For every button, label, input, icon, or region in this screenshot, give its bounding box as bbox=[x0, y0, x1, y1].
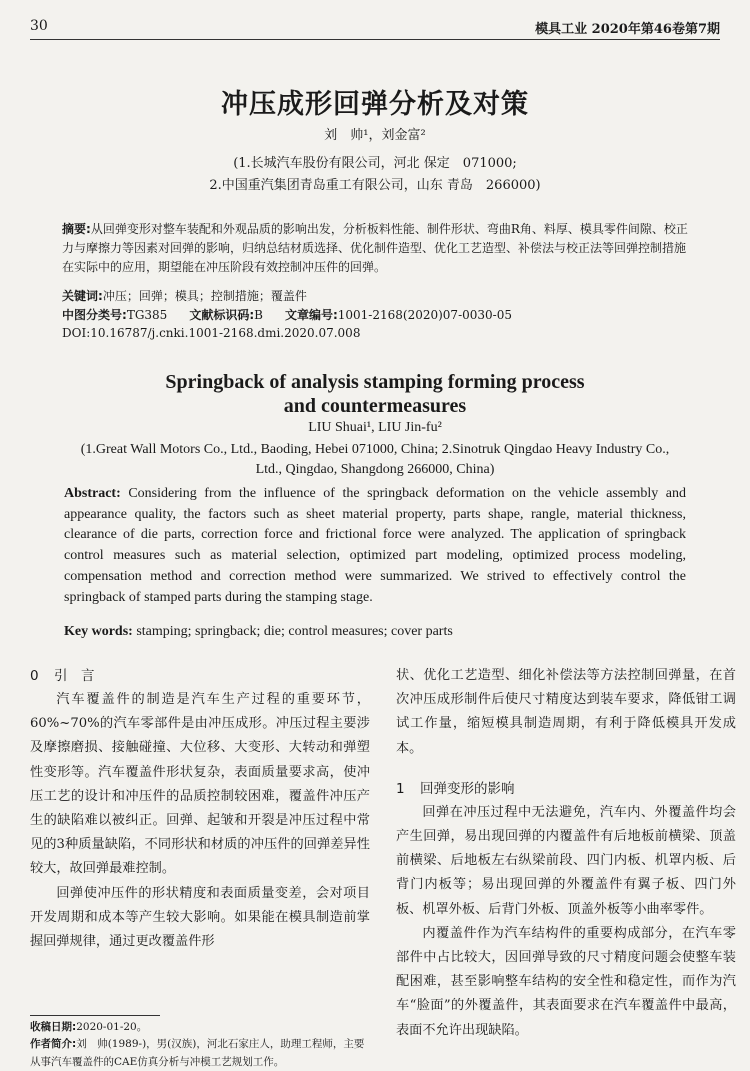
abstract-text: 从回弹变形对整车装配和外观品质的影响出发，分析板料性能、制件形状、弯曲R角、料厚、模具零件间隙、校正力与摩擦力等因素对回弹的影响，归纳总结材质选择、优化制件造型、优化工艺造型、补偿法与校正法等回弹控制措施在实际中的应用，期望能在冲压阶段有效控制冲压件的回弹。 bbox=[62, 222, 688, 274]
paragraph: 回弹在冲压过程中无法避免，汽车内、外覆盖件均会产生回弹，易出现回弹的内覆盖件有后地板前横梁、顶盖前横梁、后地板左右纵梁前段、四门内板、机罩内板、后背门内板等；易出现回弹的外覆盖件有翼子板、四门外板、机罩外板、后背门外板、顶盖外板等小曲率零件。 bbox=[396, 804, 736, 917]
body-column-right bbox=[396, 664, 736, 1043]
section-title: 回弹变形的影响 bbox=[420, 780, 515, 797]
received-label: 收稿日期: bbox=[30, 1021, 77, 1033]
abstract-label: 摘要: bbox=[62, 222, 91, 236]
clc-label: 中图分类号: bbox=[62, 308, 127, 322]
author-text: 刘 帅(1989-)，男(汉族)，河北石家庄人，助理工程师，主要从事汽车覆盖件的CAE仿真分析与冲模工艺规划工作。 bbox=[30, 1038, 365, 1068]
article-no-label: 文章编号: bbox=[284, 308, 338, 322]
english-abstract bbox=[64, 484, 686, 608]
chinese-authors: 刘 帅¹，刘金富² bbox=[324, 128, 426, 143]
author-label: 作者简介: bbox=[30, 1038, 77, 1050]
english-authors: LIU Shuai¹, LIU Jin-fu² bbox=[308, 420, 442, 435]
paragraph: 汽车覆盖件的制造是汽车生产过程的重要环节，60%~70%的汽车零部件是由冲压成形。冲压过程主要涉及摩擦磨损、接触碰撞、大位移、大变形、大转动和弹塑性变形等。汽车覆盖件形状复杂，表面质量要求高，使冲压工艺的设计和冲压件的品质控制较困难，覆盖件冲压产生的缺陷难以被纠正。回弹、起皱和开裂是冲压过程中常见的3种质量缺陷，不同形状和材质的冲压件的回弹差异性较大，故回弹最难控制。 bbox=[30, 692, 370, 877]
clc-value: TG385 bbox=[126, 308, 168, 322]
footnote-author bbox=[30, 1035, 370, 1068]
received-value: 2020-01-20。 bbox=[76, 1021, 148, 1033]
section-number: 1 bbox=[396, 780, 405, 797]
section-heading-introduction bbox=[30, 664, 370, 688]
paragraph: 回弹使冲压件的形状精度和表面质量变差，会对项目开发周期和成本等产生较大影响。如果能在模具制造前掌握回弹规律，通过更改覆盖件形 bbox=[30, 885, 370, 950]
abstract-text: Considering from the influence of the springback deformation on the vehicle assembly and appearance quality, the factors such as sheet material property, parts shape, rangle, material thickness, clearance of die parts, correction force and frictional force were analyzed. The application of springback control measures such as material selection, optimized part modeling, optimized process modeling, compensation method and correction method were summarized. We strived to effectively control the springback of stamped parts during the stamping stage. bbox=[64, 486, 686, 605]
journal-title: 模具工业 2020年第46卷第7期 bbox=[535, 22, 720, 37]
paragraph: 内覆盖件作为汽车结构件的重要构成部分，在汽车零部件中占比较大，因回弹导致的尺寸精度问题会使整车装配困难，甚至影响整车结构的安全性和稳定性，而作为汽车“脸面”的外覆盖件，其表面要求在汽车覆盖件中最高，表面不允许出现缺陷。 bbox=[396, 925, 736, 1038]
article-no-value: 1001-2168(2020)07-0030-05 bbox=[337, 308, 512, 322]
keywords-label: Key words: bbox=[64, 624, 133, 639]
section-number: 0 bbox=[30, 668, 39, 684]
footnote-received bbox=[30, 1018, 370, 1036]
footnote-divider bbox=[30, 1015, 160, 1016]
english-title-line: and countermeasures bbox=[283, 395, 467, 417]
keywords-label: 关键词: bbox=[62, 289, 103, 303]
affiliation-line: 2.中国重汽集团青岛重工有限公司，山东 青岛 266000) bbox=[209, 178, 541, 193]
english-title-line: Springback of analysis stamping forming process bbox=[165, 371, 585, 393]
doc-code-value: B bbox=[254, 308, 263, 322]
classification-line bbox=[62, 306, 512, 323]
chinese-title: 冲压成形回弹分析及对策 bbox=[221, 89, 529, 120]
page-header bbox=[30, 14, 720, 40]
abstract-label: Abstract: bbox=[64, 486, 121, 501]
doc-code-label: 文献标识码: bbox=[189, 308, 255, 322]
english-affiliations: (1.Great Wall Motors Co., Ltd., Baoding, Hebei 071000, China; 2.Sinotruk Qingdao Heavy Industry Co., Ltd., Qingdao, Shangdong 266000, China) bbox=[80, 442, 670, 477]
english-title bbox=[60, 370, 690, 418]
doi: DOI:10.16787/j.cnki.1001-2168.dmi.2020.07.008 bbox=[62, 326, 361, 340]
page-number: 30 bbox=[30, 18, 48, 34]
affiliation-line: (1.长城汽车股份有限公司，河北 保定 071000; bbox=[233, 156, 517, 171]
section-title: 引 言 bbox=[54, 668, 95, 684]
body-column-left bbox=[30, 664, 370, 954]
keywords-text: 冲压；回弹；模具；控制措施；覆盖件 bbox=[102, 289, 307, 303]
chinese-affiliations bbox=[0, 153, 750, 197]
keywords-text: stamping; springback; die; control measures; cover parts bbox=[136, 624, 453, 639]
paragraph: 状、优化工艺造型、细化补偿法等方法控制回弹量，在首次冲压成形制件后使尺寸精度达到装车要求，降低钳工调试工作量，缩短模具制造周期，有利于降低模具开发成本。 bbox=[396, 668, 736, 756]
section-heading-springback-influence bbox=[396, 777, 736, 801]
chinese-abstract bbox=[62, 220, 688, 277]
english-keywords bbox=[64, 624, 686, 640]
chinese-keywords bbox=[62, 287, 307, 304]
